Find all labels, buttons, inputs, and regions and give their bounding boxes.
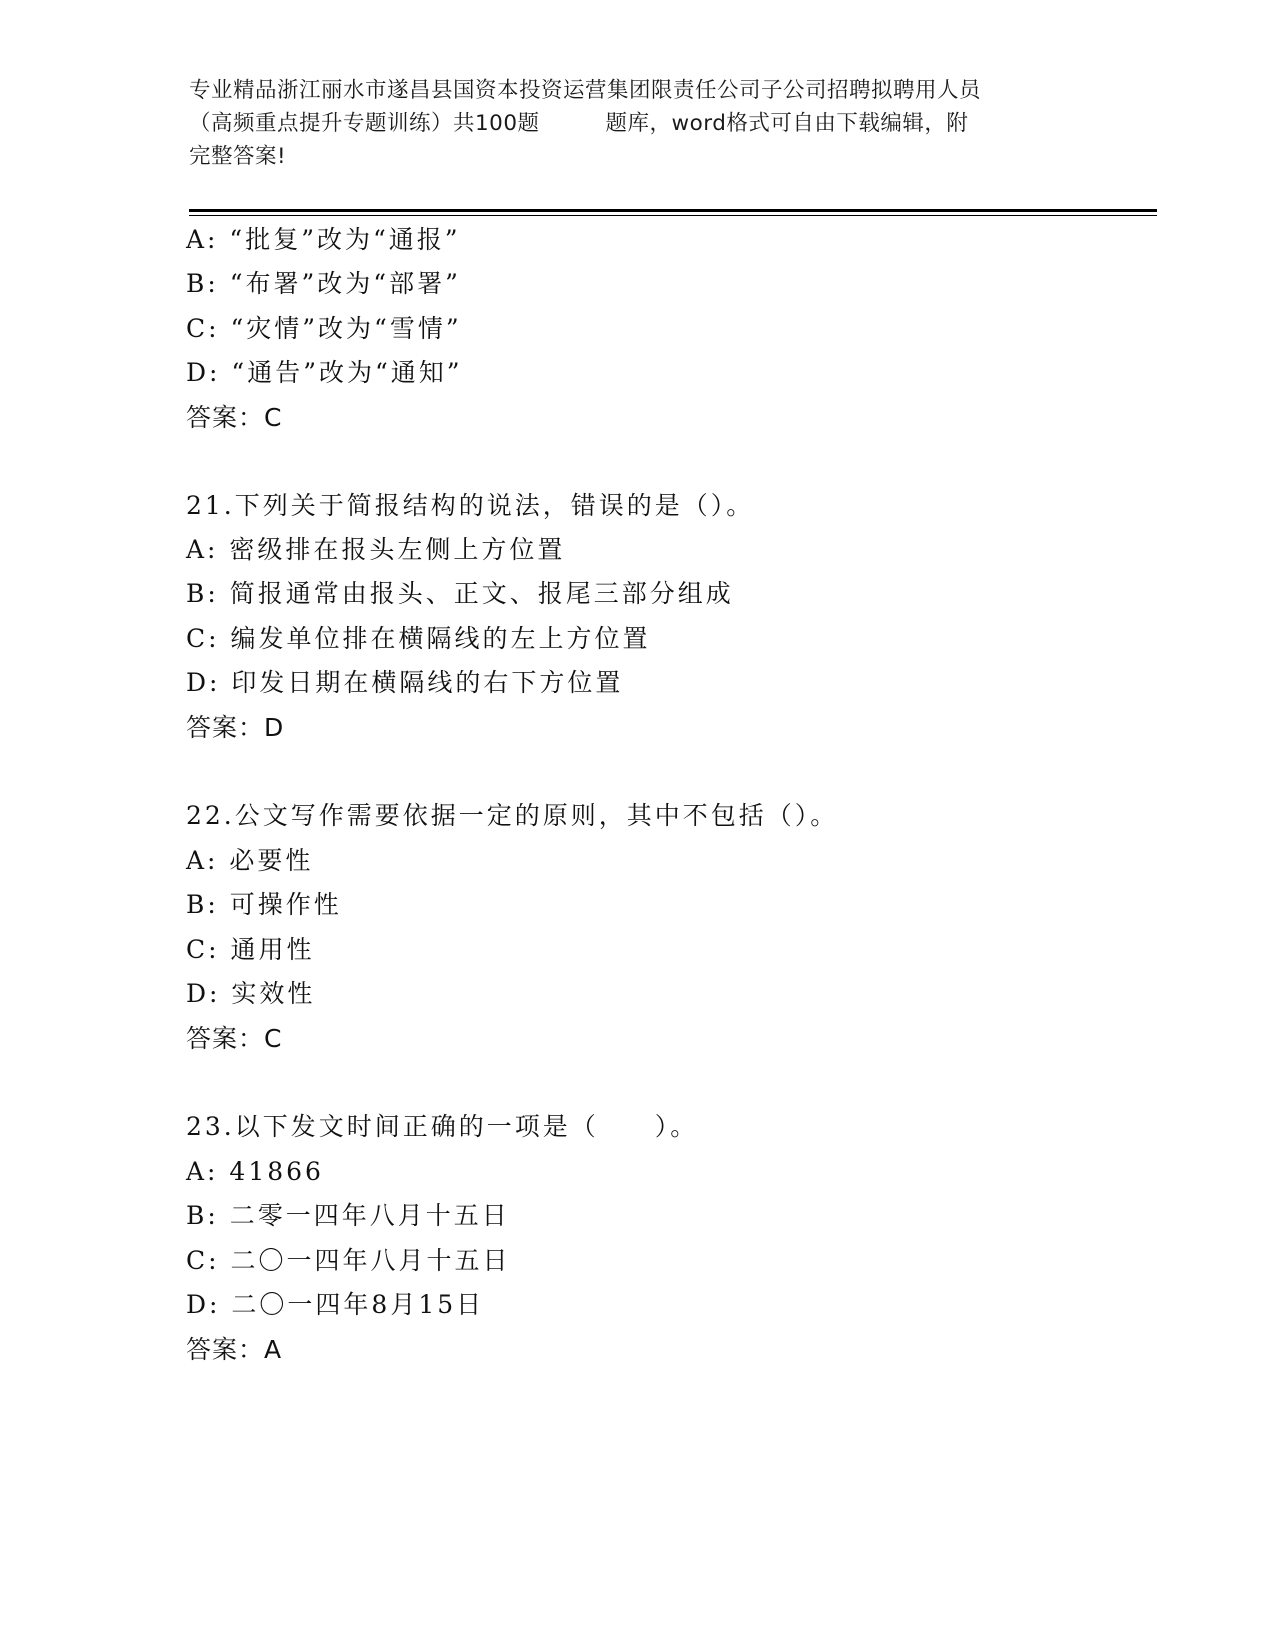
header-line-3: 完整答案! [189,144,287,169]
question-21-option-d: D: 印发日期在横隔线的右下方位置 [186,668,624,697]
header-divider-thin [189,215,1157,216]
question-23-stem: 23.以下发文时间正确的一项是（ ）。 [186,1112,699,1141]
question-23-option-d: D: 二〇一四年8月15日 [186,1290,485,1319]
question-23-option-a: A: 41866 [186,1157,324,1186]
question-23-answer: 答案：A [186,1335,283,1364]
question-22-answer: 答案：C [186,1024,283,1053]
question-21-answer: 答案：D [186,713,285,742]
prev-option-d: D: “通告”改为“通知” [186,358,463,387]
question-22-option-a: A: 必要性 [186,846,314,875]
question-23-option-b: B: 二零一四年八月十五日 [186,1201,510,1230]
question-22-stem: 22.公文写作需要依据一定的原则，其中不包括（）。 [186,801,839,830]
question-22-option-c: C: 通用性 [186,935,315,964]
document-header [189,74,1089,173]
question-23-option-c: C: 二〇一四年八月十五日 [186,1246,511,1275]
header-line-2: （高频重点提升专题训练）共100题 题库，word格式可自由下载编辑，附 [189,111,969,136]
header-line-1: 专业精品浙江丽水市遂昌县国资本投资运营集团限责任公司子公司招聘拟聘用人员 [189,78,982,103]
question-21-stem: 21.下列关于简报结构的说法，错误的是（）。 [186,491,755,520]
prev-option-c: C: “灾情”改为“雪情” [186,314,462,343]
question-22-option-d: D: 实效性 [186,979,316,1008]
prev-option-b: B: “布署”改为“部署” [186,269,461,298]
prev-option-a: A: “批复”改为“通报” [186,225,461,254]
question-21-option-c: C: 编发单位排在横隔线的左上方位置 [186,624,651,653]
header-divider-thick [189,209,1157,212]
prev-answer: 答案：C [186,403,283,432]
question-21-option-a: A: 密级排在报头左侧上方位置 [186,535,566,564]
question-21-option-b: B: 简报通常由报头、正文、报尾三部分组成 [186,579,734,608]
question-22-option-b: B: 可操作性 [186,890,342,919]
